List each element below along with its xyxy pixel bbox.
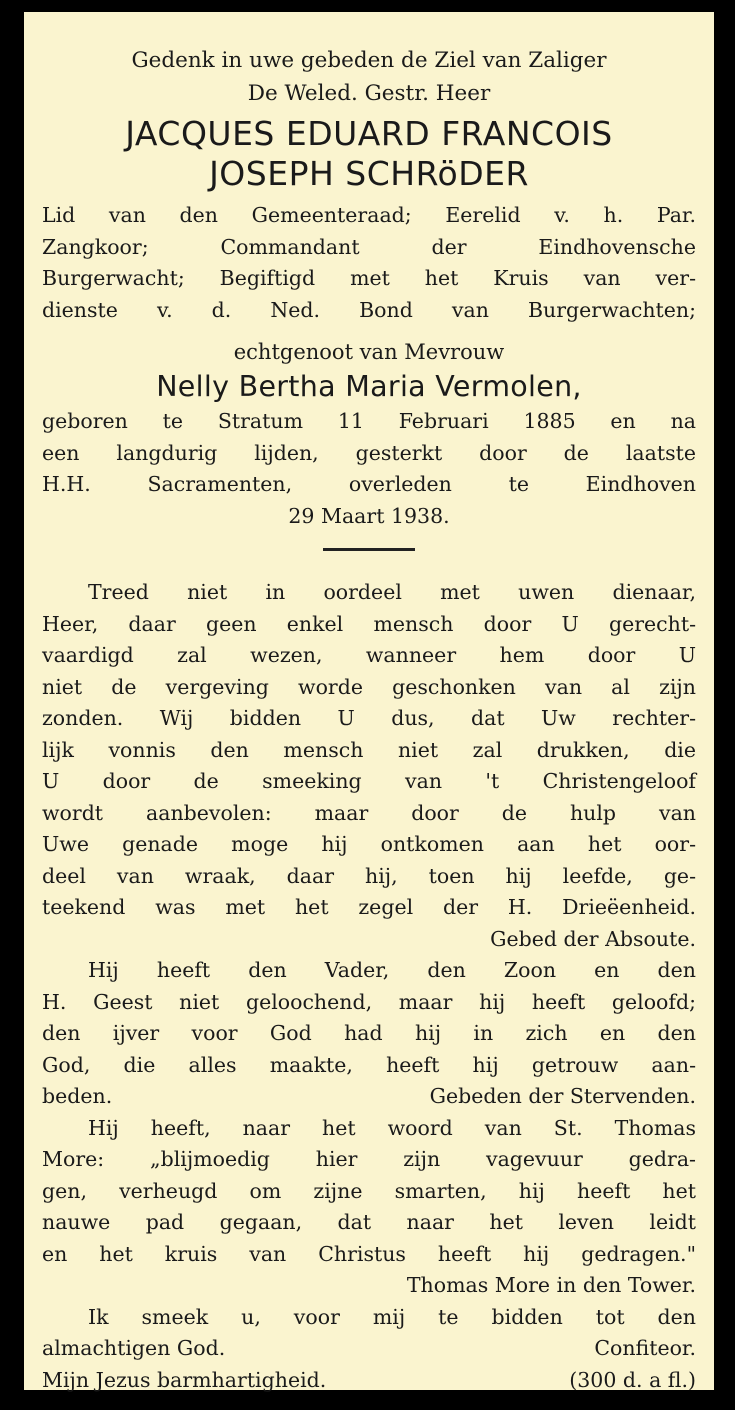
prayer-source: Gebeden der Stervenden. (429, 1084, 696, 1108)
life-line: H.H. Sacramenten, overleden te Eindhoven (42, 472, 696, 496)
life-line: geboren te Stratum 11 Februari 1885 en na (42, 409, 696, 433)
prayer-line: den ijver voor God had hij in zich en den (42, 1021, 696, 1045)
divider-rule (323, 548, 415, 551)
prayer-final-line (42, 1333, 696, 1365)
prayer-source: Confiteor. (594, 1336, 696, 1360)
prayer-line: zonden. Wij bidden U dus, dat Uw rechter- (42, 706, 696, 730)
prayer-line: Hij heeft, naar het woord van St. Thomas (88, 1115, 696, 1140)
prayer-line-end: beden. (42, 1084, 113, 1108)
indulgence-prayer: Mijn Jezus barmhartigheid. (42, 1367, 327, 1392)
prayer-line-end: almachtigen God. (42, 1336, 226, 1360)
prayer-line: H. Geest niet geloochend, maar hij heeft geloofd; (42, 989, 696, 1014)
titles-line: Zangkoor; Commandant der Eindhovensche (42, 234, 696, 259)
titles-line: Burgerwacht; Begiftigd met het Kruis van ver- (42, 266, 696, 290)
prayer-confiteor (42, 1302, 696, 1397)
prayer-line: gen, verheugd om zijne smarten, hij heeft het (42, 1178, 696, 1203)
prayer-line: teekend was met het zegel der H. Drieëenheid. (42, 895, 696, 919)
prayer-line: deel van wraak, daar hij, toen hij leefde, ge- (42, 863, 696, 888)
prayer-line: God, die alles maakte, heeft hij getrouw aan- (42, 1052, 696, 1077)
prayer-final-line (42, 1081, 696, 1113)
indulgence-value: (300 d. a fl.) (569, 1367, 696, 1392)
deceased-name-line-1: JACQUES EDUARD FRANCOIS (125, 114, 613, 153)
prayer-line: More: „blijmoedig hier zijn vagevuur gedra- (42, 1147, 696, 1171)
prayer-dying (42, 955, 696, 1113)
prayer-line: U door de smeeking van 't Christengeloof (42, 769, 696, 793)
prayer-source: Thomas More in den Tower. (406, 1273, 696, 1297)
prayer-line: vaardigd zal wezen, wanneer hem door U (42, 643, 696, 667)
prayer-line: wordt aanbevolen: maar door de hulp van (42, 800, 696, 825)
prayer-line: Uwe genade moge hij ontkomen aan het oor- (42, 832, 696, 856)
titles-line: dienste v. d. Ned. Bond van Burgerwachten; (42, 297, 696, 322)
life-line: een langdurig lijden, gesterkt door de laatste (42, 440, 696, 465)
prayer-line: lijk vonnis den mensch niet zal drukken, die (42, 737, 696, 762)
prayer-line: en het kruis van Christus heeft hij gedragen." (42, 1241, 696, 1266)
header-line-2: De Weled. Gestr. Heer (247, 81, 491, 106)
prayer-line: nauwe pad gegaan, dat naar het leven leidt (42, 1210, 696, 1234)
life-block (42, 406, 696, 532)
prayer-absolution (42, 577, 696, 955)
header-line-1: Gedenk in uwe gebeden de Ziel van Zaliger (131, 48, 607, 73)
deceased-name-line-2: JOSEPH SCHRöDER (209, 154, 529, 193)
prayer-thomas-more (42, 1113, 696, 1302)
spouse-intro: echtgenoot van Mevrouw (233, 340, 505, 364)
prayer-line: niet de vergeving worde geschonken van al zijn (42, 674, 696, 699)
death-date: 29 Maart 1938. (288, 503, 450, 528)
prayer-source: Gebed der Absoute. (490, 926, 696, 951)
indulgence-line (42, 1365, 696, 1397)
prayer-line: Heer, daar geen enkel mensch door U gerecht- (42, 611, 696, 636)
titles-line: Lid van den Gemeenteraad; Eerelid v. h. Par. (42, 203, 696, 227)
prayer-line: Treed niet in oordeel met uwen dienaar, (88, 580, 696, 604)
spouse-name: Nelly Bertha Maria Vermolen, (156, 370, 582, 403)
titles-block (42, 200, 696, 326)
prayer-line: Hij heeft den Vader, den Zoon en den (88, 958, 696, 982)
memorial-card (24, 12, 714, 1390)
prayer-line: Ik smeek u, voor mij te bidden tot den (88, 1304, 696, 1329)
